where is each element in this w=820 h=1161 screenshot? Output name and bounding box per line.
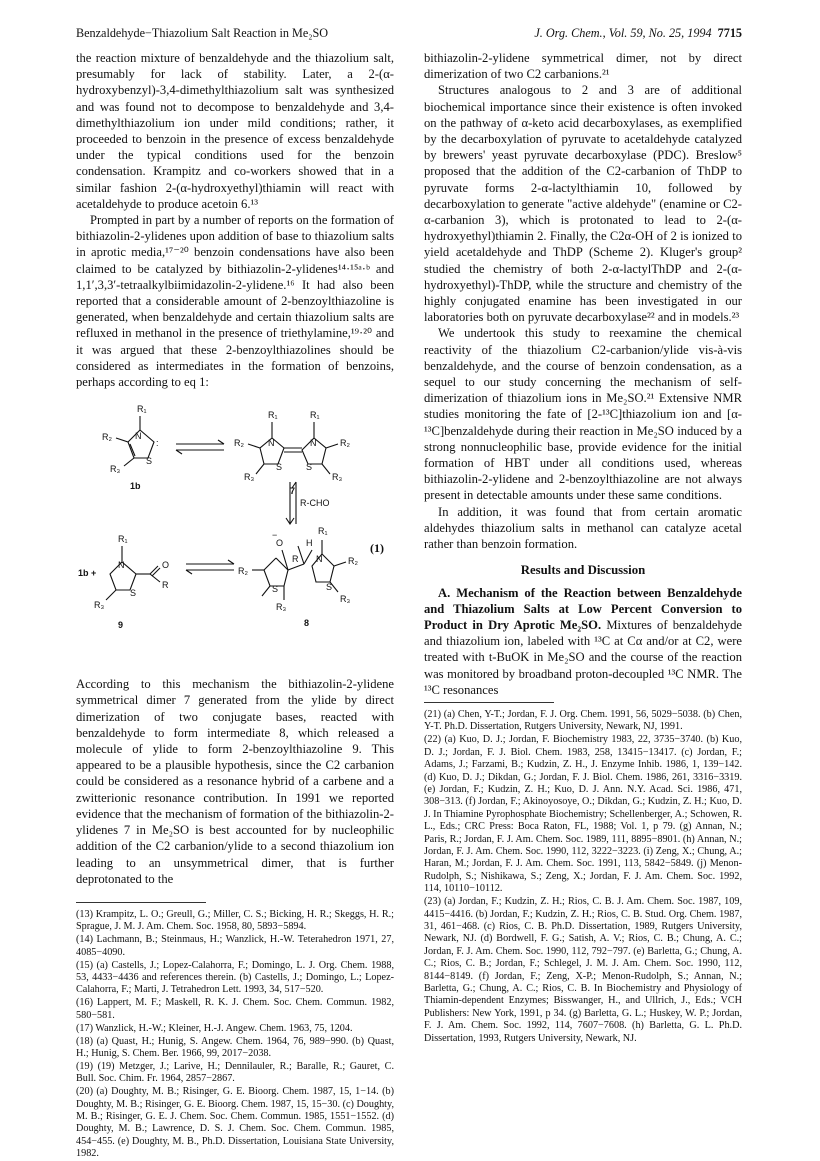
atom-label: R₃ — [244, 472, 255, 483]
equation-number: (1) — [370, 541, 384, 556]
atom-label: H — [306, 538, 313, 549]
atom-label: S — [272, 584, 279, 595]
running-header — [76, 26, 742, 44]
journal-name: J. Org. Chem., Vol. 59, No. 25, 1994 — [534, 26, 712, 40]
compound-label: 1b — [130, 481, 141, 492]
atom-label: R₁ — [268, 410, 278, 421]
footnotes-left — [76, 902, 394, 1161]
running-title: Benzaldehyde−Thiazolium Salt Reaction in Me₂SO — [76, 26, 329, 40]
atom-label: O — [162, 560, 170, 571]
subsection-title: A. Mechanism of the Reaction between Benzaldehyde and Thiazolium Salts at Low Percent Conversion to Product in Dry Aprotic Me₂SO. — [424, 585, 742, 632]
atom-label: S — [306, 462, 313, 473]
atom-label: R₂ — [238, 566, 248, 577]
atom-label: R₁ — [310, 410, 320, 421]
paragraph: Prompted in part by a number of reports on the formation of bithiazolin-2-ylidenes upon addition of base to thiazolium salts in aprotic media,¹⁷⁻²⁰ benzoin condensations have also been claimed to be catalyzed by bithiazolin-2-ylidenes¹⁴·¹⁵ᵃ·ᵇ and 1,1′,3,3′-tetraalkylbiimidazolin-2-ylidene.¹⁶ It had also been reported that a considerable amount of 2-benzoylthiazoline is generated, when benzaldehyde and certain thiazolium salts are refluxed in methanol in the presence of triethylamine,¹⁹·²⁰ and it was argued that these 2-benzoylthiazolines should be considered as intermediates in the formation of benzoins, perhaps according to eq 1: — [76, 213, 394, 390]
atom-label: S — [146, 456, 153, 467]
footnote: (14) Lachmann, B.; Steinmaus, H.; Wanzlick, H.-W. Teterahedron 1971, 27, 4085−4090. — [76, 934, 394, 958]
charge-label: − — [272, 530, 278, 541]
atom-label: S — [276, 462, 283, 473]
page-number: 7715 — [717, 26, 742, 40]
footnote: (15) (a) Castells, J.; Lopez-Calahorra, F.; Domingo, L. J. Org. Chem. 1988, 53, 4433−4436 and references therein. (b) Castells, J.; Domingo, L.; Lopez-Calahorra, F.; Marti, J. Tetrahedron Lett. 1993, 34, 517−520. — [76, 959, 394, 996]
paragraph: Structures analogous to 2 and 3 are of additional biochemical importance since their existence is often invoked on the pathway of α-keto acid decarboxylases, as exemplified by the decarboxylation of pyruvate to acetaldehyde catalyzed by brewers' yeast pyruvate decarboxylase (PDC). Breslow⁵ proposed that the addition of the C2-carbanion of ThDP to pyruvate forms 2-α-lactylthiamin 10, followed by decarboxylation to generate "active aldehyde" (enamine or C2-α-carbanion 3), which is protonated to lead to 2-(α-hydroxyethyl)thiamin 2. Finally, the C2α-OH of 2 is ionized to yield acetaldehyde and ThDP (Scheme 2). Kluger's group² studied the chemistry of both 2-α-lactylThDP and 2-(α-hydroxyethyl)-ThDP, while the structure and chemistry of the highly conjugated enamine has been investigated in our laboratories both on pyruvate decarboxylase²² and in models.²³ — [424, 83, 742, 325]
atom-label: N — [135, 431, 142, 442]
atom-label: R₃ — [340, 594, 351, 605]
atom-label: R₁ — [318, 526, 328, 537]
atom-label: R — [162, 580, 169, 591]
svg-text::: : — [156, 438, 159, 449]
right-column — [424, 50, 742, 698]
reagent-label: R-CHO — [300, 498, 330, 509]
compound-label: 8 — [304, 618, 310, 629]
atom-label: R₁ — [137, 404, 147, 415]
footnote: (16) Lappert, M. F.; Maskell, R. K. J. Chem. Soc. Chem. Commun. 1982, 580−581. — [76, 997, 394, 1021]
compound-label: 9 — [118, 620, 124, 631]
atom-label: S — [326, 582, 333, 593]
footnote: (13) Krampitz, L. O.; Greull, G.; Miller, C. S.; Bicking, H. R.; Skeggs, H. R.; Sprague, J. M. J. Am. Chem. Soc. 1958, 80, 5893−5894. — [76, 909, 394, 933]
atom-label: R₃ — [332, 472, 343, 483]
journal-citation — [534, 26, 742, 41]
compound-label: 7 — [290, 486, 296, 497]
left-column — [76, 50, 394, 887]
footnote-rule — [76, 902, 206, 903]
atom-label: O — [276, 538, 284, 549]
paragraph: In addition, it was found that from certain aromatic aldehydes thiazolium salts in methanol can catalyze acetal rather than benzoin formation. — [424, 504, 742, 552]
footnote: (21) (a) Chen, Y-T.; Jordan, F. J. Org. Chem. 1991, 56, 5029−5038. (b) Chen, Y-T. Ph.D. Dissertation, Rutgers University, Newark, NJ, 1991. — [424, 709, 742, 733]
atom-label: R₁ — [118, 534, 128, 545]
atom-label: N — [316, 554, 323, 565]
atom-label: R — [292, 554, 299, 565]
paragraph: the reaction mixture of benzaldehyde and the thiazolium salt, presumably for lack of stability. Later, a 2-(α-hydroxybenzyl)-3,4-dimethylthiazolium salt was synthesized and was found not to decompose to benzaldehyde and 3,4-dimethylthiazolium ion under mild conditions; rather, it proceeded to benzoin in the presence of excess benzaldehyde under the typical conditions used for the benzoin condensation. Krampitz and co-workers showed that in a similar fashion 2-(α-hydroxyethyl)thiamin will react with acetaldehyde to produce acetoin 6.¹³ — [76, 51, 394, 211]
footnote: (22) (a) Kuo, D. J.; Jordan, F. Biochemistry 1983, 22, 3735−3740. (b) Kuo, D. J.; Jordan, F. J. Biol. Chem. 1983, 258, 13415−13417. (c) Jordan, F.; Adams, J.; Farzami, B.; Kudzin, Z. H., J. Enzyme Inhib. 1986, 1, 139−142. (d) Kuo, D. J.; Dikdan, G.; Jordan, F. J. Biol. Chem. 1986, 261, 3316−3319. (e) Jordan, F.; Kudzin, Z. H.; Kuo, D. J. Ann. N.Y. Acad. Sci. 1986, 471, 308−313. (f) Jordan, F.; Akinoyosoye, O.; Dikdan, G.; Kudzin, Z. H.; Kuo, D. J. In Thiamine Pyrophosphate Biochemistry; Schellenberger, A.; Schowen, R. L., Eds.; CRC Press: Boca Raton, FL, 1988; Vol. 1, p 79. (g) Annan, N.; Paris, R.; Jordan, F. J. Am. Chem. Soc. 1989, 111, 8895−8901. (h) Annan, N.; Jordan, F. J. Am. Chem. Soc. 1990, 112, 3222−3223. (i) Zeng, X.; Chung, A.; Haran, M.; Jordan, F. J. Am. Chem. Soc. 1991, 113, 5842−5849. (j) Menon-Rudolph, S.; Nishikawa, S.; Zeng, X.; Jordan, F. J. Am. Chem. Soc. 1992, 114, 10110−10112. — [424, 734, 742, 895]
footnote-rule — [424, 702, 554, 703]
scheme-drawing — [76, 394, 394, 670]
atom-label: R₂ — [348, 556, 358, 567]
atom-label: R₃ — [94, 600, 105, 611]
footnote: (18) (a) Quast, H.; Hunig, S. Angew. Chem. 1964, 76, 989−990. (b) Quast, H.; Hunig, S. Chem. Ber. 1966, 99, 2017−2038. — [76, 1035, 394, 1059]
scheme-prefix: 1b + — [78, 568, 97, 579]
atom-label: R₂ — [234, 438, 244, 449]
atom-label: R₂ — [340, 438, 350, 449]
reaction-scheme — [76, 394, 394, 670]
section-title: Results and Discussion — [520, 563, 646, 578]
atom-label: N — [310, 438, 317, 449]
footnotes-right — [424, 702, 742, 1045]
paragraph-text: Mixtures of benzaldehyde and thiazolium ion, labeled with ¹³C at Cα and/or at C2, were treated with t-BuOK in Me₂SO and the course of the reaction was monitored by broadband proton-decoupled ¹³C NMR. The ¹³C resonances — [424, 617, 742, 697]
footnote: (17) Wanzlick, H.-W.; Kleiner, H.-J. Angew. Chem. 1963, 75, 1204. — [76, 1022, 353, 1034]
footnote: (20) (a) Doughty, M. B.; Risinger, G. E. Bioorg. Chem. 1987, 15, 1−14. (b) Doughty, M. B.; Risinger, G. E. Bioorg. Chem. 1987, 15, 15−30. (c) Doughty, M. B.; Risinger, G. E. J. Chem. Soc. Chem. Commun. 1985, 1551−1552. (d) Doughty, M. B.; Lawrence, D. S. J. Chem. Soc. Chem. Commun. 1985, 454−455. (e) Doughty, M. B., Ph.D. Dissertation, Louisiana State University, 1982. — [76, 1086, 394, 1160]
footnote: (23) (a) Jordan, F.; Kudzin, Z. H.; Rios, C. B. J. Am. Chem. Soc. 1987, 109, 4415−4416. (b) Jordan, F.; Kudzin, Z. H.; Rios, C. B. Stud. Org. Chem. 1987, 31, 461−468. (c) Rios, C. B. Ph.D. Dissertation, 1989, Rutgers University, Newark, NJ. (d) Bordwell, F. G.; Satish, A. V.; Rios, C. B.; Chung, A. C.; Jordan, F. J. Am. Chem. Soc. 1990, 112, 792−797. (e) Barletta, G.; Chung, A. C.; Rios, C. B.; Jordan, F.; Schlegel, J. M. J. Am. Chem. Soc. 1990, 112, 8144−8149. (f) Jordan, F.; Zeng, X-P.; Menon-Rudolph, S.; Annan, N.; Barletta, G.; Chung, A. C.; Rios, C. B. In Biochemistry and Physiology of Thiamin-dependent Enzymes; Bisswanger, H., and Ullrich, J., Eds.; VCH Publishers: New York, 1991, p 34. (g) Barletta, G. L.; Huskey, W. P.; Jordan, F. J. Am. Chem. Soc. 1992, 114, 7607−7608. (h) Barletta, G. L. Ph.D. Dissertation, 1993, Rutgers University, Newark, NJ. — [424, 896, 742, 1044]
atom-label: S — [130, 588, 137, 599]
atom-label: R₂ — [102, 432, 112, 443]
paragraph: bithiazolin-2-ylidene symmetrical dimer, not by direct dimerization of two C2 carbanions.²¹ — [424, 51, 742, 82]
paragraph: According to this mechanism the bithiazolin-2-ylidene symmetrical dimer 7 generated from the ylide by direct dimerization of two conjugate bases, reacted with benzaldehyde to form intermediate 8, which released a molecule of ylide to form 2-benzoylthiazoline 9. This appeared to be a plausible hypothesis, since the C2 carbanion could be considered as a resonance hybrid of a carbene and a zwitterionic resonance contribution. In 1991 we reported evidence that the mechanism of formation of the bithiazolin-2-ylidenes 7 in Me₂SO is best accounted for by nucleophilic addition of the C2 carbanion/ylide to a second thiazolium ion leading to an unsymmetrical dimer, that is further deprotonated to the — [76, 677, 394, 886]
atom-label: R₃ — [276, 602, 287, 613]
atom-label: R₃ — [110, 464, 121, 475]
paragraph — [424, 585, 742, 698]
atom-label: N — [118, 560, 125, 571]
atom-label: N — [268, 438, 275, 449]
footnote: (19) (19) Metzger, J.; Larive, H.; Dennilauler, R.; Baralle, R.; Gauret, C. Bull. Soc. Chim. Fr. 1964, 2857−2867. — [76, 1060, 394, 1085]
paragraph: We undertook this study to reexamine the chemical reactivity of the thiazolium C2-carbanion/ylide vis-à-vis benzaldehyde, and the course of benzoin condensation, as a sequel to our study concerning the mechanism of self-dimerization of thiazolium ions in Me₂SO.²¹ Extensive NMR studies monitoring the fate of [2-¹³C]thiazolium ion and [α-¹³C]benzaldehyde during their reaction in Me₂SO induced by a strong nonnucleophilic base, provide evidence for the initial formation of HBT under all conditions used, whereas bithiazolin-2-ylidene and 2-benzoylthiazoline are not always present in detectable amounts under these same conditions. — [424, 326, 742, 503]
